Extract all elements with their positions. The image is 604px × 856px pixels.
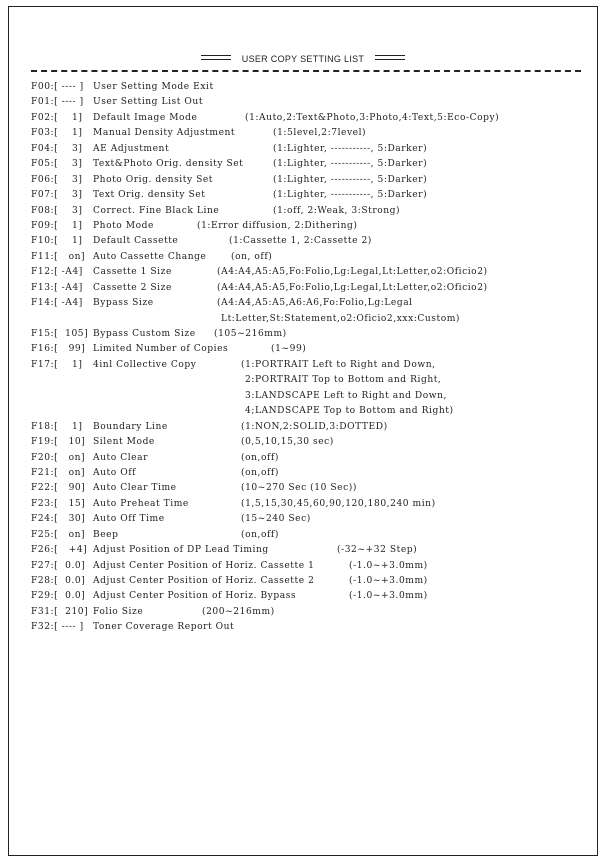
setting-code: F32:[ ---- ] [31,622,84,633]
setting-code: F11:[ on] [31,251,86,262]
setting-row [31,435,591,450]
setting-row [31,265,591,280]
setting-options: 4;LANDSCAPE Top to Bottom and Right) [245,406,454,417]
setting-name: Auto Preheat Time [93,498,189,509]
setting-name: 4inl Collective Copy [93,359,197,370]
setting-code: F28:[ 0.0] [31,576,86,586]
setting-row [31,574,591,589]
setting-options: (on,off) [241,529,279,540]
setting-options-continuation [31,312,591,327]
setting-code: F27:[ 0.0] [31,560,86,571]
setting-code: F17:[ 1] [31,359,83,370]
setting-options: 2:PORTRAIT Top to Bottom and Right, [245,375,442,386]
setting-code: F20:[ on] [31,452,86,463]
setting-options: (-1.0~+3.0mm) [349,591,428,602]
setting-row [31,605,591,620]
setting-row [31,173,591,188]
setting-name: Auto Off Time [93,514,165,525]
setting-options: (1:Lighter, -----------, 5:Darker) [273,159,428,170]
setting-name: Adjust Center Position of Horiz. Cassette 1 [93,560,315,571]
setting-row [31,543,591,558]
setting-name: Adjust Center Position of Horiz. Bypass [93,591,297,602]
setting-row [31,327,591,342]
setting-name: Auto Off [93,467,137,478]
setting-code: F21:[ on] [31,467,86,478]
setting-name: AE Adjustment [93,143,170,154]
settings-list [31,80,591,636]
setting-row [31,342,591,357]
setting-options-continuation [31,404,591,419]
setting-name: User Setting List Out [93,97,204,108]
setting-code: F24:[ 30] [31,514,86,525]
setting-code: F19:[ 10] [31,437,86,448]
setting-options-continuation [31,373,591,388]
setting-row [31,481,591,496]
setting-options: (on,off) [241,467,279,478]
setting-row [31,80,591,95]
setting-row [31,204,591,219]
setting-code: F12:[ -A4] [31,267,83,278]
setting-options: 3:LANDSCAPE Left to Right and Down, [245,390,447,401]
setting-options: (A4:A4,A5:A5,Fo:Folio,Lg:Legal,Lt:Letter,o2:Oficio2) [217,282,488,293]
setting-name: Cassette 2 Size [93,282,172,293]
setting-code: F23:[ 15] [31,498,86,509]
setting-row [31,188,591,203]
setting-name: Toner Coverage Report Out [93,622,235,633]
setting-row [31,281,591,296]
setting-code: F06:[ 3] [31,174,83,185]
setting-options: (0,5,10,15,30 sec) [241,437,334,448]
setting-row [31,559,591,574]
setting-options: (1:Lighter, -----------, 5:Darker) [273,190,428,201]
setting-row [31,497,591,512]
setting-name: Adjust Position of DP Lead Timing [93,545,269,556]
setting-options: (1:off, 2:Weak, 3:Strong) [273,205,401,216]
setting-code: F22:[ 90] [31,483,86,494]
setting-options: (1:Lighter, -----------, 5:Darker) [273,143,428,154]
setting-name: Manual Density Adjustment [93,128,236,139]
setting-row [31,620,591,635]
setting-options: (1,5,15,30,45,60,90,120,180,240 min) [241,498,436,509]
setting-name: User Setting Mode Exit [93,82,214,92]
setting-code: F09:[ 1] [31,220,83,231]
setting-row [31,512,591,527]
title-bar [9,47,597,66]
setting-options: (-32~+32 Step) [337,545,418,556]
setting-options: (1:NON,2:SOLID,3:DOTTED) [241,421,388,432]
setting-code: F10:[ 1] [31,236,83,247]
page-title: USER COPY SETTING LIST [241,54,365,64]
setting-code: F05:[ 3] [31,159,83,170]
setting-options: (-1.0~+3.0mm) [349,560,428,571]
setting-name: Adjust Center Position of Horiz. Cassette 2 [93,576,315,586]
setting-code: F02:[ 1] [31,112,83,123]
setting-code: F18:[ 1] [31,421,83,432]
setting-name: Default Image Mode [93,112,198,123]
setting-name: Boundary Line [93,421,168,432]
setting-code: F25:[ on] [31,529,86,540]
setting-code: F01:[ ---- ] [31,97,84,108]
setting-code: F07:[ 3] [31,190,83,201]
setting-options: (1:Lighter, -----------, 5:Darker) [273,174,428,185]
setting-options: (200~216mm) [202,606,275,617]
setting-options: (1:Auto,2:Text&Photo,3:Photo,4:Text,5:Eco-Copy) [245,112,500,123]
setting-row [31,358,591,373]
setting-name: Limited Number of Copies [93,344,229,355]
setting-row [31,451,591,466]
setting-options: Lt:Letter,St:Statement,o2:Oficio2,xxx:Custom) [221,313,460,324]
title-rule-right [375,55,405,60]
setting-name: Auto Cassette Change [93,251,207,262]
setting-row [31,142,591,157]
setting-code: F29:[ 0.0] [31,591,86,602]
setting-options: (1:Error diffusion, 2:Dithering) [197,220,358,231]
setting-code: F13:[ -A4] [31,282,83,293]
setting-row [31,111,591,126]
setting-row [31,126,591,141]
setting-code: F14:[ -A4] [31,298,83,309]
setting-name: Text Orig. density Set [93,190,206,201]
setting-options: (-1.0~+3.0mm) [349,576,428,586]
setting-name: Correct. Fine Black Line [93,205,220,216]
setting-options: (1~99) [271,344,307,355]
setting-name: Photo Orig. density Set [93,174,214,185]
setting-code: F04:[ 3] [31,143,83,154]
setting-code: F16:[ 99] [31,344,86,355]
setting-row [31,219,591,234]
setting-row [31,157,591,172]
setting-options: (on, off) [231,251,273,262]
setting-name: Bypass Size [93,298,154,309]
setting-options: (1:5level,2:7level) [273,128,367,139]
setting-code: F26:[ +4] [31,545,88,556]
setting-name: Auto Clear Time [93,483,177,494]
setting-name: Cassette 1 Size [93,267,172,278]
setting-row [31,95,591,110]
title-rule-left [201,55,231,60]
setting-options: (15~240 Sec) [241,514,311,525]
setting-options: (on,off) [241,452,279,463]
setting-options: (A4:A4,A5:A5,A6:A6,Fo:Folio,Lg:Legal [217,298,413,309]
setting-name: Folio Size [93,606,144,617]
setting-code: F00:[ ---- ] [31,82,84,92]
setting-code: F31:[ 210] [31,606,89,617]
setting-row [31,589,591,604]
setting-row [31,234,591,249]
setting-options: (1:PORTRAIT Left to Right and Down, [241,359,436,370]
setting-options-continuation [31,389,591,404]
setting-name: Default Cassette [93,236,179,247]
setting-row [31,296,591,311]
setting-row [31,250,591,265]
setting-options: (A4:A4,A5:A5,Fo:Folio,Lg:Legal,Lt:Letter,o2:Oficio2) [217,267,488,278]
setting-code: F08:[ 3] [31,205,83,216]
setting-name: Text&Photo Orig. density Set [93,159,244,170]
setting-row [31,466,591,481]
setting-options: (10~270 Sec (10 Sec)) [241,483,357,494]
setting-row [31,528,591,543]
setting-name: Auto Clear [93,452,148,463]
setting-name: Beep [93,529,119,540]
setting-name: Bypass Custom Size [93,329,196,339]
setting-code: F03:[ 1] [31,128,83,139]
document-page [8,6,598,856]
setting-name: Silent Mode [93,437,155,448]
setting-row [31,420,591,435]
dashed-separator [31,70,581,72]
setting-options: (1:Cassette 1, 2:Cassette 2) [229,236,372,247]
setting-options: (105~216mm) [214,329,287,339]
setting-code: F15:[ 105] [31,329,89,339]
setting-name: Photo Mode [93,220,154,231]
